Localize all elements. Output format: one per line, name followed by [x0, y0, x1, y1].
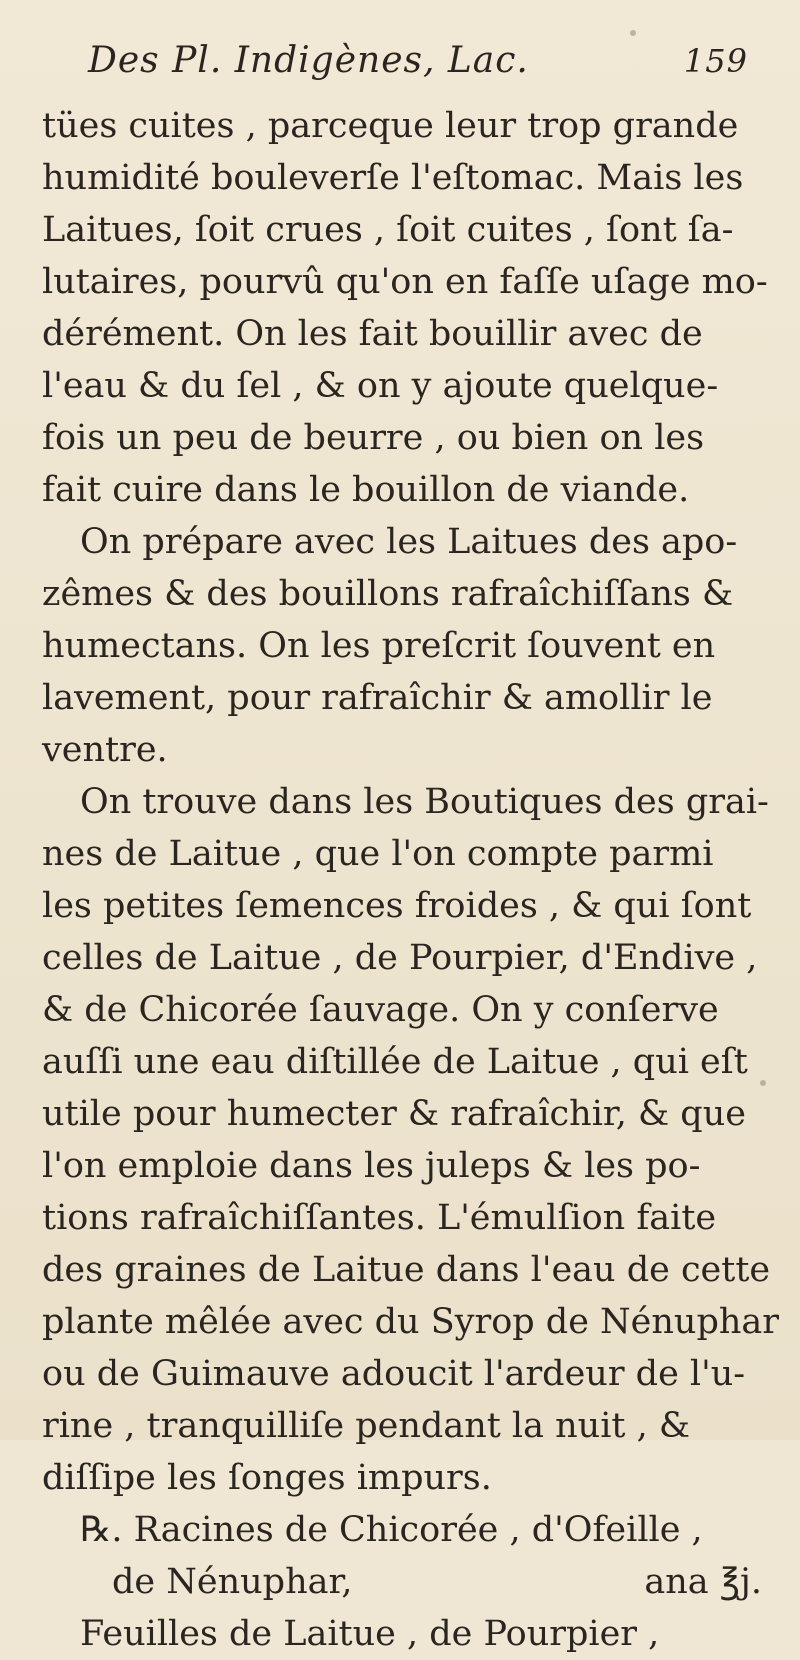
recipe-dose: ana ℥j. — [644, 1562, 762, 1602]
running-title: Des Pl. Indigènes, Lac. — [88, 40, 529, 81]
page-header — [88, 40, 748, 96]
text-line: nes de Laitue , que l'on compte parmi — [42, 834, 714, 874]
text-line: plante mêlée avec du Syrop de Nénuphar — [42, 1302, 779, 1342]
text-line: utile pour humecter & rafraîchir, & que — [42, 1094, 746, 1134]
text-line: tions rafraîchiſſantes. L'émulſion faite — [42, 1198, 717, 1238]
text-line: humectans. On les preſcrit ſouvent en — [42, 626, 716, 666]
text-line: celles de Laitue , de Pourpier, d'Endive , — [42, 938, 758, 978]
text-line: l'on emploie dans les juleps & les po- — [42, 1146, 701, 1186]
paragraph-start-line: On prépare avec les Laitues des apo- — [80, 522, 738, 562]
recipe-line: ℞. Racines de Chicorée , d'Ofeille , — [80, 1510, 703, 1550]
text-line: l'eau & du ſel , & on y ajoute quelque- — [42, 366, 719, 406]
paper-speck — [630, 30, 636, 36]
text-line: tües cuites , parceque leur trop grande — [42, 106, 739, 146]
recipe-ingredient: de Nénuphar, — [112, 1562, 353, 1602]
text-line: zêmes & des bouillons rafraîchiſſans & — [42, 574, 734, 614]
text-line: dérément. On les fait bouillir avec de — [42, 314, 703, 354]
recipe-line: Feuilles de Laitue , de Pourpier , — [80, 1614, 660, 1654]
paper-speck — [760, 1080, 766, 1086]
text-line: rine , tranquilliſe pendant la nuit , & — [42, 1406, 690, 1446]
text-line: lavement, pour rafraîchir & amollir le — [42, 678, 713, 718]
text-line: lutaires, pourvû qu'on en faſſe uſage mo- — [42, 262, 768, 302]
text-line: ou de Guimauve adoucit l'ardeur de l'u- — [42, 1354, 746, 1394]
page-number: 159 — [683, 42, 748, 80]
text-line: humidité bouleverſe l'eſtomac. Mais les — [42, 158, 744, 198]
text-line: diſſipe les ſonges impurs. — [42, 1458, 492, 1498]
text-line: des graines de Laitue dans l'eau de cette — [42, 1250, 771, 1290]
recipe-line — [42, 1556, 762, 1608]
text-line: Laitues, ſoit crues , ſoit cuites , ſont ſa- — [42, 210, 734, 250]
text-line: ventre. — [42, 730, 168, 770]
paragraph-start-line: On trouve dans les Boutiques des grai- — [80, 782, 769, 822]
text-body — [42, 100, 779, 1660]
text-line: fois un peu de beurre , ou bien on les — [42, 418, 705, 458]
text-line: les petites ſemences froides , & qui ſont — [42, 886, 752, 926]
text-line: & de Chicorée ſauvage. On y conſerve — [42, 990, 719, 1030]
text-line: fait cuire dans le bouillon de viande. — [42, 470, 690, 510]
text-line: auſſi une eau diſtillée de Laitue , qui eſt — [42, 1042, 748, 1082]
